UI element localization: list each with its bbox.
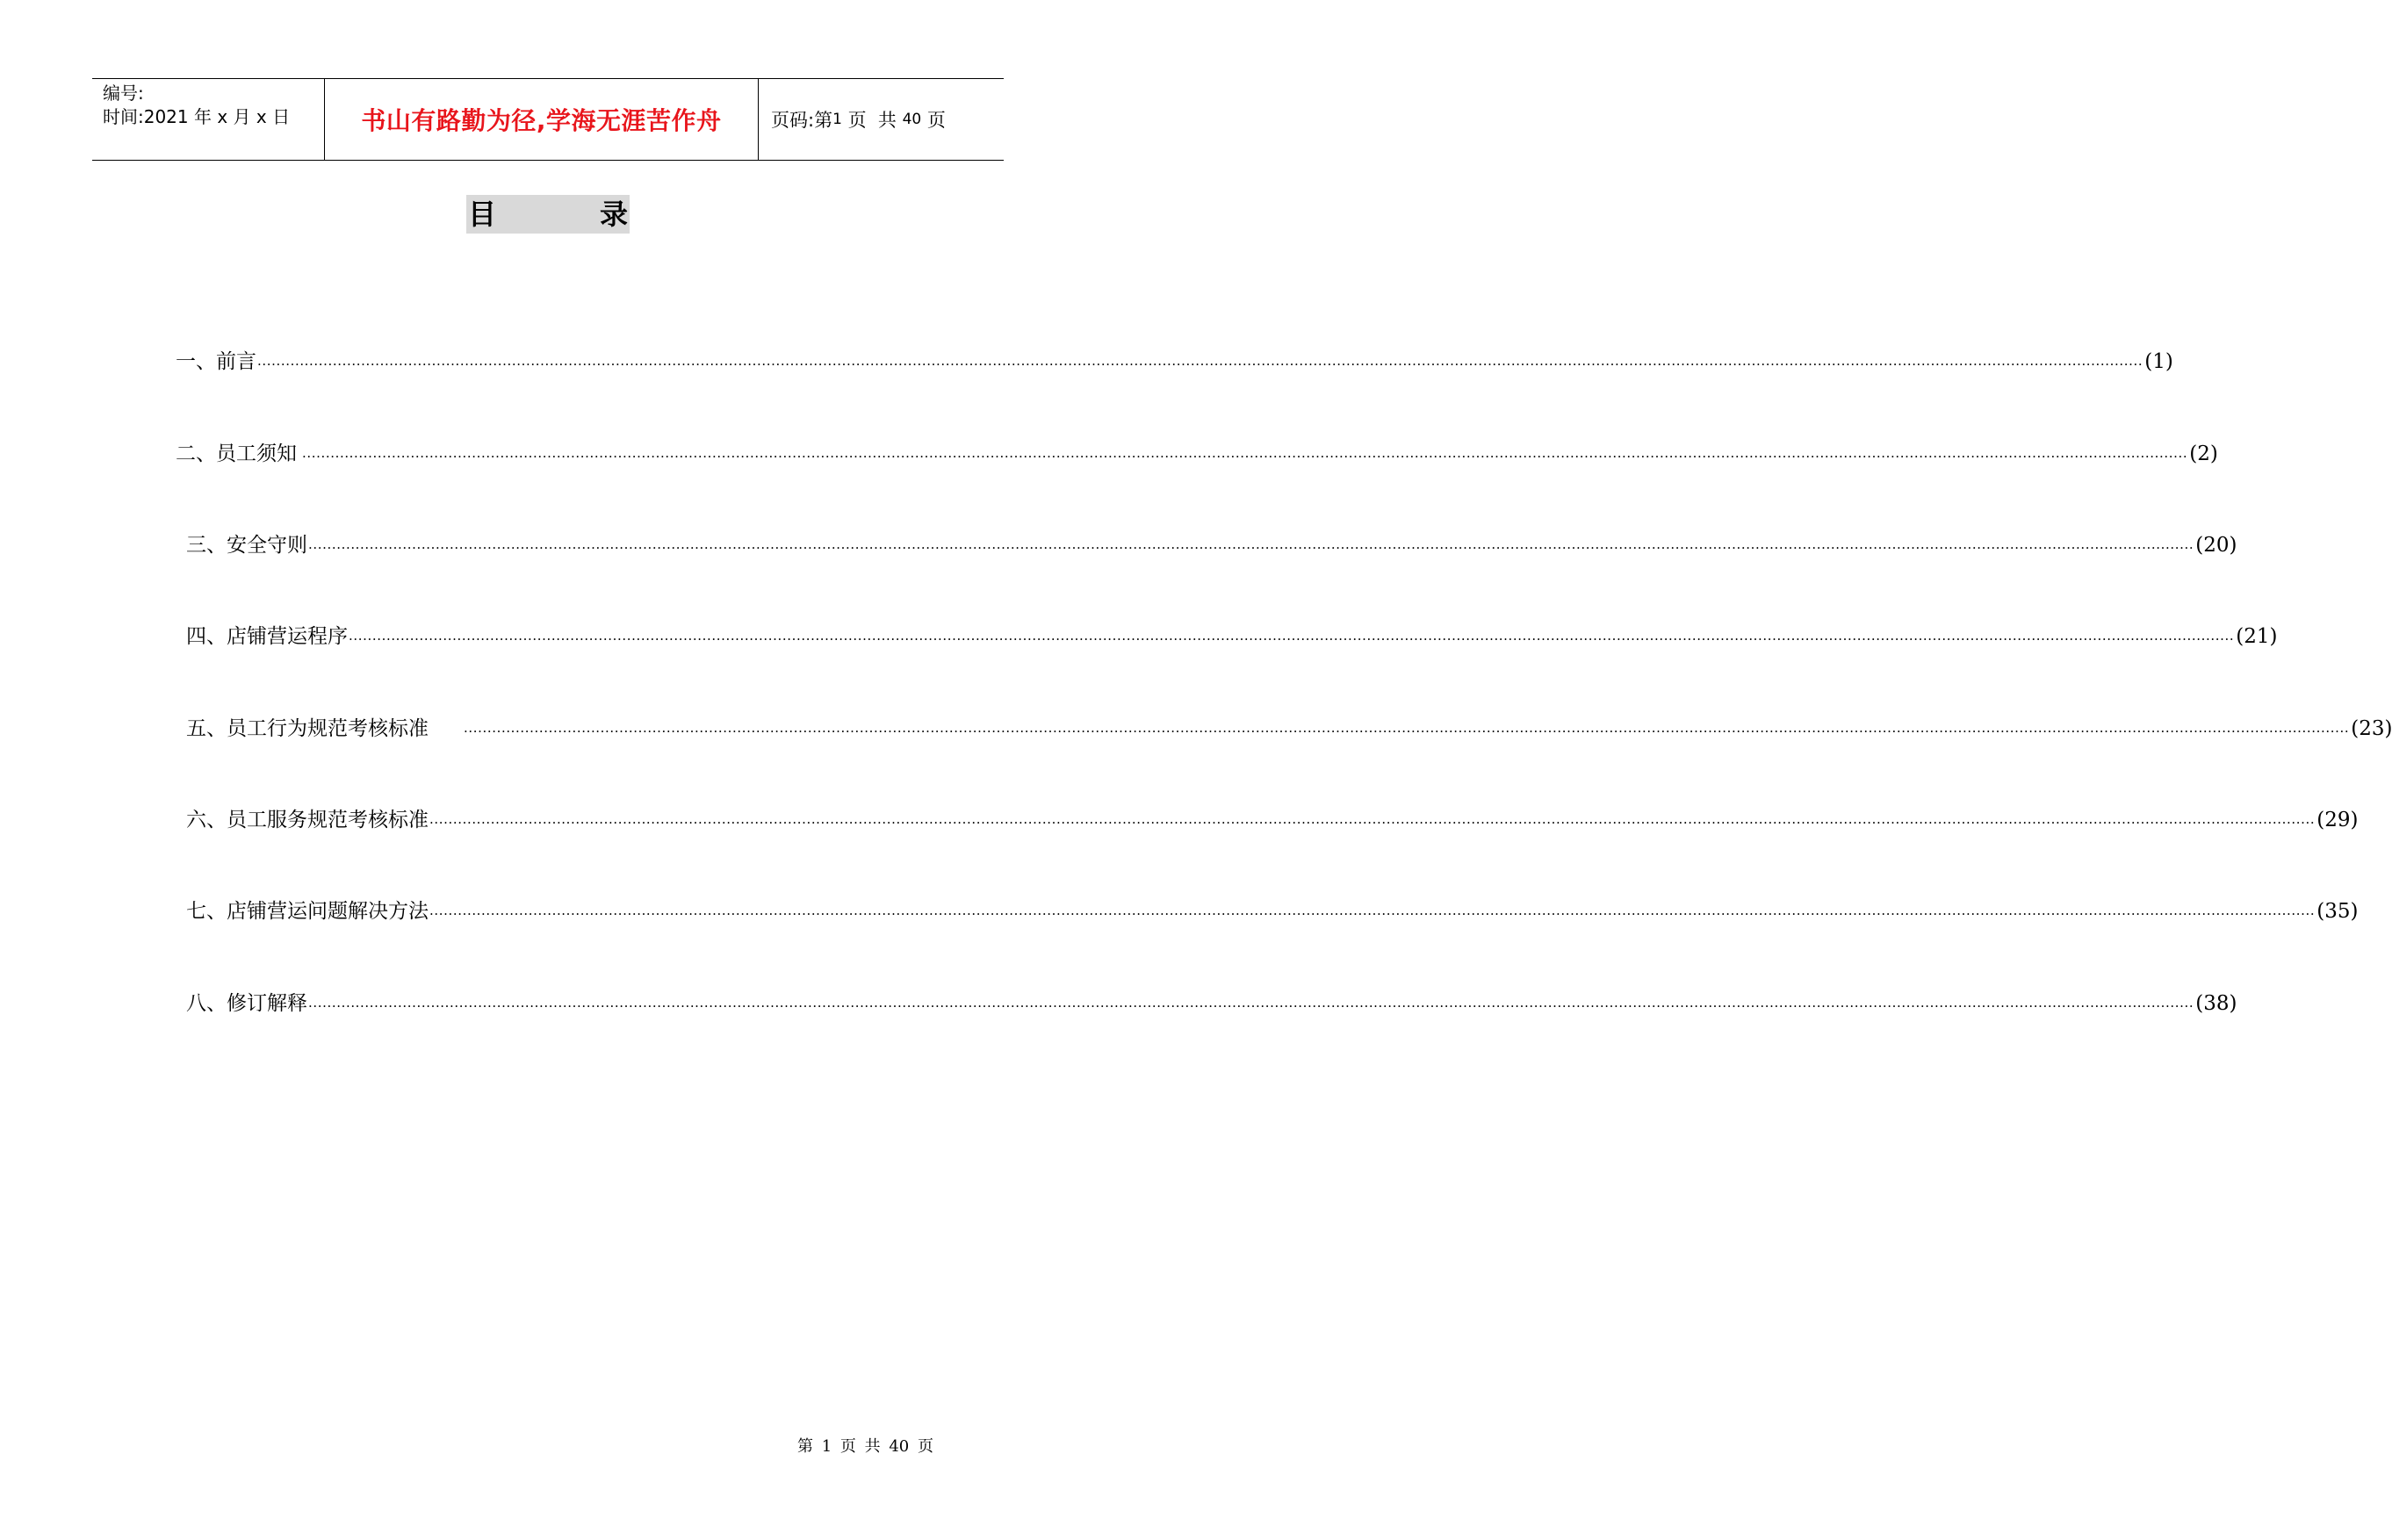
toc-entry-page: (38) — [2195, 992, 2237, 1015]
header-time-label: 时间:2021 年 x 月 x 日 — [103, 106, 291, 127]
toc-entry-label: 三、安全守则 — [186, 534, 307, 557]
toc-leader-dots: ················································································································································································································································································································································································································ — [257, 356, 2143, 372]
header-meta-cell — [92, 79, 325, 160]
toc-entry-label: 七、店铺营运问题解决方法 — [186, 900, 429, 923]
toc-entry[interactable] — [186, 805, 2359, 835]
toc-entry-label: 五、员工行为规范考核标准 — [186, 717, 429, 740]
toc-title — [466, 195, 630, 234]
toc-entry[interactable] — [186, 896, 2359, 926]
toc-entry-page: (1) — [2144, 350, 2173, 373]
toc-title-char-2: 录 — [599, 198, 628, 231]
toc-entry-page: (35) — [2316, 900, 2359, 923]
toc-entry-label: 二、员工须知 — [176, 443, 297, 465]
toc-entry[interactable] — [186, 622, 2278, 651]
header-page-mid: 页 共 — [841, 110, 903, 131]
toc-entry-page: (20) — [2195, 534, 2237, 557]
toc-entry[interactable] — [176, 439, 2218, 469]
toc-entry-label: 四、店铺营运程序 — [186, 625, 348, 648]
header-page-info — [759, 79, 1004, 160]
toc-title-char-1: 目 — [468, 198, 497, 231]
toc-entry[interactable] — [186, 714, 2392, 744]
toc-entry-label: 八、修订解释 — [186, 992, 307, 1015]
toc-entry-page: (23) — [2351, 717, 2392, 740]
header-page-suffix: 页 — [921, 110, 946, 131]
toc-leader-dots: ················································································································································································································································································································································································································ — [302, 449, 2188, 464]
page-footer: 第 1 页 共 40 页 — [797, 1437, 933, 1456]
page-header — [92, 78, 1004, 161]
header-number-label: 编号: — [103, 83, 144, 104]
toc-entry-label: 六、员工服务规范考核标准 — [186, 809, 429, 831]
toc-entry-page: (21) — [2236, 625, 2278, 648]
toc-entry[interactable] — [186, 530, 2237, 560]
toc-leader-dots: ················································································································································································································································································································································································································ — [429, 815, 2316, 831]
toc-leader-dots: ················································································································································································································································································································································································································ — [429, 906, 2316, 922]
header-page-prefix: 页码:第 — [771, 110, 833, 131]
header-page-current: 1 — [832, 111, 842, 128]
toc-entry[interactable] — [176, 347, 2173, 377]
toc-entry[interactable] — [186, 989, 2237, 1018]
toc-entry-label: 一、前言 — [176, 350, 256, 373]
toc-leader-dots: ················································································································································································································································································································································································································ — [349, 631, 2235, 647]
toc-entry-page: (29) — [2316, 809, 2359, 831]
header-motto: 书山有路勤为径,学海无涯苦作舟 — [325, 79, 759, 160]
toc-leader-dots: ················································································································································································································································································································································································································ — [464, 723, 2350, 739]
toc-entry-page: (2) — [2189, 443, 2218, 465]
toc-leader-dots: ················································································································································································································································································································································································································ — [308, 998, 2194, 1014]
header-page-total: 40 — [902, 111, 922, 128]
toc-leader-dots: ················································································································································································································································································································································································································ — [308, 540, 2194, 556]
